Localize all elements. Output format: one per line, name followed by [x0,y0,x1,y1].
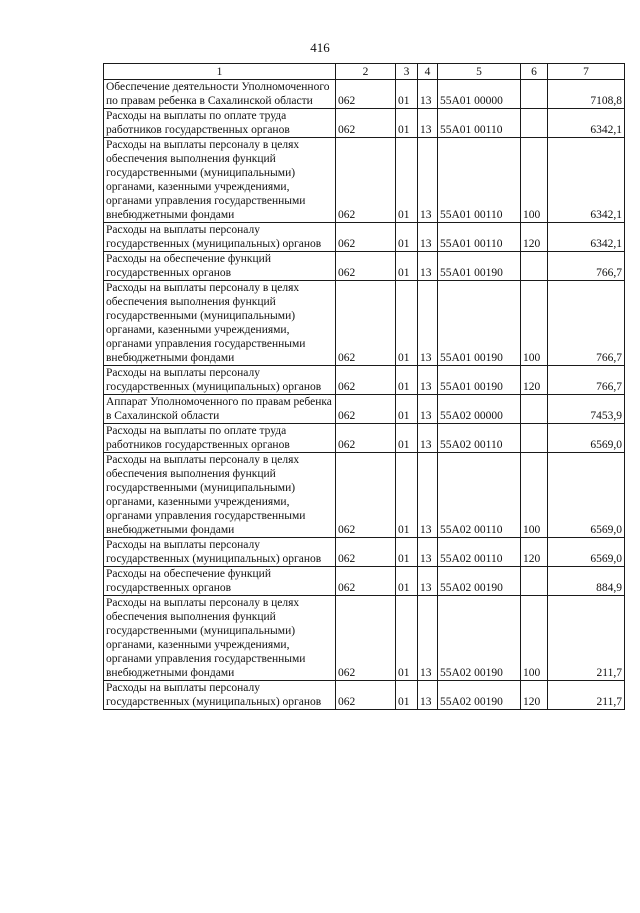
expense-name-cell: Расходы на выплаты персоналу государственных (муниципальных) органов [104,538,336,567]
header-cell: 6 [521,64,548,80]
table-row [104,453,625,538]
expense-name-cell: Расходы на выплаты по оплате труда работников государственных органов [104,109,336,138]
section-code-cell: 01 [396,538,418,567]
section-code-cell: 01 [396,223,418,252]
amount-cell: 6342,1 [548,138,625,223]
expense-name-cell: Аппарат Уполномоченного по правам ребенка в Сахалинской области [104,395,336,424]
table-row [104,109,625,138]
section-code-cell: 01 [396,567,418,596]
amount-cell: 7108,8 [548,80,625,109]
target-article-cell: 55А01 00110 [438,223,521,252]
subsection-code-cell: 13 [418,138,438,223]
subsection-code-cell: 13 [418,424,438,453]
expense-type-cell: 120 [521,223,548,252]
expense-type-cell: 120 [521,538,548,567]
amount-cell: 6569,0 [548,424,625,453]
table-row [104,567,625,596]
expense-type-cell [521,424,548,453]
amount-cell: 6342,1 [548,109,625,138]
expense-type-cell [521,567,548,596]
expense-name-cell: Расходы на выплаты персоналу в целях обеспечения выполнения функций государственными (муниципальными) органами, казенными учреждениями, органами управления государственными внебюджетными фондами [104,281,336,366]
amount-cell: 884,9 [548,567,625,596]
target-article-cell: 55А01 00110 [438,138,521,223]
subsection-code-cell: 13 [418,281,438,366]
amount-cell: 6569,0 [548,453,625,538]
section-code-cell: 01 [396,252,418,281]
amount-cell: 211,7 [548,681,625,710]
amount-cell: 211,7 [548,596,625,681]
expense-name-cell: Расходы на выплаты персоналу в целях обеспечения выполнения функций государственными (муниципальными) органами, казенными учреждениями, органами управления государственными внебюджетными фондами [104,453,336,538]
ministry-code-cell: 062 [336,453,396,538]
expense-name-cell: Расходы на выплаты персоналу в целях обеспечения выполнения функций государственными (муниципальными) органами, казенными учреждениями, органами управления государственными внебюджетными фондами [104,138,336,223]
header-cell: 4 [418,64,438,80]
amount-cell: 766,7 [548,252,625,281]
table-row [104,424,625,453]
section-code-cell: 01 [396,424,418,453]
header-row [104,64,625,80]
table-row [104,223,625,252]
expense-type-cell [521,252,548,281]
target-article-cell: 55А02 00190 [438,681,521,710]
target-article-cell: 55А01 00000 [438,80,521,109]
amount-cell: 7453,9 [548,395,625,424]
section-code-cell: 01 [396,681,418,710]
target-article-cell: 55А02 00190 [438,567,521,596]
table-row [104,252,625,281]
target-article-cell: 55А02 00110 [438,453,521,538]
expense-type-cell [521,80,548,109]
ministry-code-cell: 062 [336,395,396,424]
amount-cell: 6342,1 [548,223,625,252]
subsection-code-cell: 13 [418,681,438,710]
expense-name-cell: Расходы на обеспечение функций государственных органов [104,252,336,281]
expense-name-cell: Расходы на выплаты персоналу государственных (муниципальных) органов [104,681,336,710]
section-code-cell: 01 [396,395,418,424]
section-code-cell: 01 [396,596,418,681]
expense-type-cell: 120 [521,366,548,395]
amount-cell: 6569,0 [548,538,625,567]
expense-name-cell: Расходы на выплаты персоналу в целях обеспечения выполнения функций государственными (муниципальными) органами, казенными учреждениями, органами управления государственными внебюджетными фондами [104,596,336,681]
subsection-code-cell: 13 [418,109,438,138]
expense-name-cell: Расходы на выплаты персоналу государственных (муниципальных) органов [104,366,336,395]
table-row [104,395,625,424]
target-article-cell: 55А01 00110 [438,109,521,138]
table-row [104,538,625,567]
subsection-code-cell: 13 [418,252,438,281]
subsection-code-cell: 13 [418,223,438,252]
section-code-cell: 01 [396,80,418,109]
expense-type-cell [521,109,548,138]
expense-name-cell: Расходы на обеспечение функций государственных органов [104,567,336,596]
ministry-code-cell: 062 [336,109,396,138]
budget-table [103,63,625,710]
ministry-code-cell: 062 [336,252,396,281]
ministry-code-cell: 062 [336,538,396,567]
table-row [104,681,625,710]
subsection-code-cell: 13 [418,366,438,395]
expense-type-cell [521,395,548,424]
header-cell: 5 [438,64,521,80]
table-row [104,596,625,681]
table-row [104,80,625,109]
expense-name-cell: Расходы на выплаты по оплате труда работников государственных органов [104,424,336,453]
section-code-cell: 01 [396,453,418,538]
expense-type-cell: 100 [521,281,548,366]
header-cell: 7 [548,64,625,80]
subsection-code-cell: 13 [418,596,438,681]
target-article-cell: 55А01 00190 [438,252,521,281]
section-code-cell: 01 [396,366,418,395]
section-code-cell: 01 [396,138,418,223]
subsection-code-cell: 13 [418,395,438,424]
target-article-cell: 55А01 00190 [438,281,521,366]
expense-type-cell: 100 [521,596,548,681]
expense-type-cell: 100 [521,453,548,538]
ministry-code-cell: 062 [336,596,396,681]
header-cell: 2 [336,64,396,80]
ministry-code-cell: 062 [336,223,396,252]
section-code-cell: 01 [396,281,418,366]
page-number: 416 [310,40,330,55]
target-article-cell: 55А02 00110 [438,424,521,453]
subsection-code-cell: 13 [418,567,438,596]
amount-cell: 766,7 [548,366,625,395]
header-cell: 3 [396,64,418,80]
target-article-cell: 55А02 00110 [438,538,521,567]
target-article-cell: 55А01 00190 [438,366,521,395]
amount-cell: 766,7 [548,281,625,366]
ministry-code-cell: 062 [336,366,396,395]
table-row [104,281,625,366]
ministry-code-cell: 062 [336,681,396,710]
section-code-cell: 01 [396,109,418,138]
subsection-code-cell: 13 [418,453,438,538]
ministry-code-cell: 062 [336,281,396,366]
table-row [104,138,625,223]
ministry-code-cell: 062 [336,138,396,223]
header-cell: 1 [104,64,336,80]
table-row [104,366,625,395]
ministry-code-cell: 062 [336,80,396,109]
ministry-code-cell: 062 [336,424,396,453]
subsection-code-cell: 13 [418,538,438,567]
ministry-code-cell: 062 [336,567,396,596]
expense-name-cell: Расходы на выплаты персоналу государственных (муниципальных) органов [104,223,336,252]
target-article-cell: 55А02 00000 [438,395,521,424]
subsection-code-cell: 13 [418,80,438,109]
expense-type-cell: 100 [521,138,548,223]
target-article-cell: 55А02 00190 [438,596,521,681]
expense-type-cell: 120 [521,681,548,710]
expense-name-cell: Обеспечение деятельности Уполномоченного по правам ребенка в Сахалинской области [104,80,336,109]
